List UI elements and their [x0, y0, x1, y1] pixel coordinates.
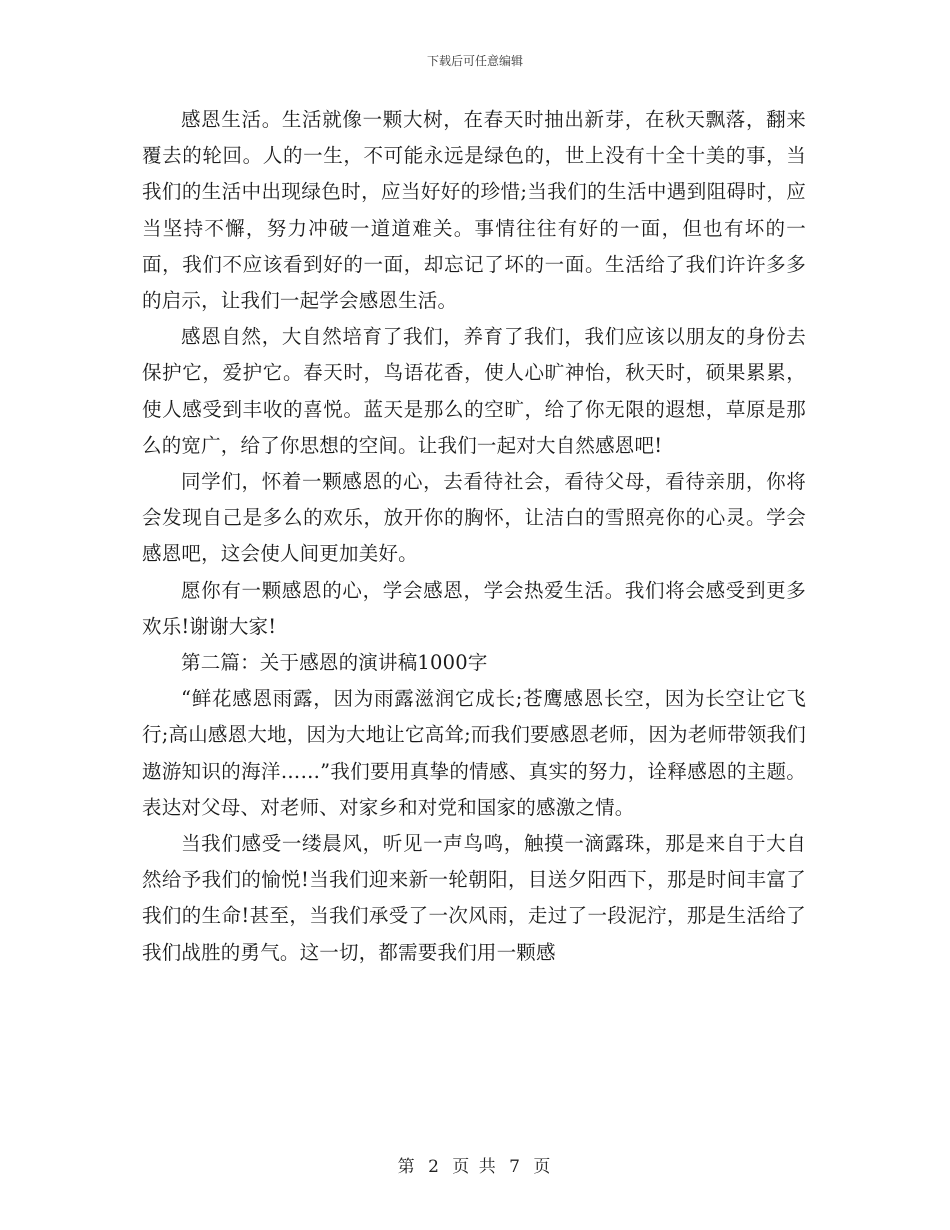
paragraph-classmates: 同学们，怀着一颗感恩的心，去看待社会，看待父母，看待亲朋，你将会发现自己是多么的欢乐，放开你的胸怀，让洁白的雪照亮你的心灵。学会感恩吧，这会使人间更加美好。	[142, 470, 806, 566]
paragraph-morning-wind: 当我们感受一缕晨风，听见一声鸟鸣，触摸一滴露珠，那是来自于大自然给予我们的愉悦!当我们迎来新一轮朝阳，目送夕阳西下，那是时间丰富了我们的生命!甚至，当我们承受了一次风雨，走过了一段泥泞，那是生活给了我们战胜的勇气。这一切，都需要我们用一颗感	[142, 832, 806, 964]
footer-page-number: 2	[428, 1157, 441, 1177]
paragraph-closing-wish: 愿你有一颗感恩的心，学会感恩，学会热爱生活。我们将会感受到更多欢乐!谢谢大家!	[142, 578, 806, 638]
section-heading: 第二篇：关于感恩的演讲稿1000字	[181, 651, 488, 675]
footer-total-pages: 7	[509, 1157, 522, 1177]
footer-suffix: 页	[533, 1157, 553, 1177]
header-note: 下载后可任意编辑	[426, 54, 523, 68]
page-footer	[0, 1152, 950, 1177]
footer-middle: 页 共	[452, 1157, 498, 1177]
paragraph-gratitude-nature: 感恩自然，大自然培育了我们，养育了我们，我们应该以朋友的身份去保护它，爱护它。春天时，鸟语花香，使人心旷神怡，秋天时，硕果累累，使人感受到丰收的喜悦。蓝天是那么的空旷，给了你无限的遐想，草原是那么的宽广，给了你思想的空间。让我们一起对大自然感恩吧!	[142, 325, 806, 457]
paragraph-quote: “鲜花感恩雨露，因为雨露滋润它成长;苍鹰感恩长空，因为长空让它飞行;高山感恩大地，因为大地让它高耸;而我们要感恩老师，因为老师带领我们遨游知识的海洋……”我们要用真挚的情感、真实的努力，诠释感恩的主题。表达对父母、对老师、对家乡和对党和国家的感激之情。	[142, 687, 806, 819]
document-body	[142, 102, 806, 971]
footer-prefix: 第	[397, 1157, 417, 1177]
paragraph-gratitude-life: 感恩生活。生活就像一颗大树，在春天时抽出新芽，在秋天飘落，翻来覆去的轮回。人的一生，不可能永远是绿色的，世上没有十全十美的事，当我们的生活中出现绿色时，应当好好的珍惜;当我们的生活中遇到阻碍时，应当坚持不懈，努力冲破一道道难关。事情往往有好的一面，但也有坏的一面，我们不应该看到好的一面，却忘记了坏的一面。生活给了我们许许多多的启示，让我们一起学会感恩生活。	[142, 108, 806, 313]
